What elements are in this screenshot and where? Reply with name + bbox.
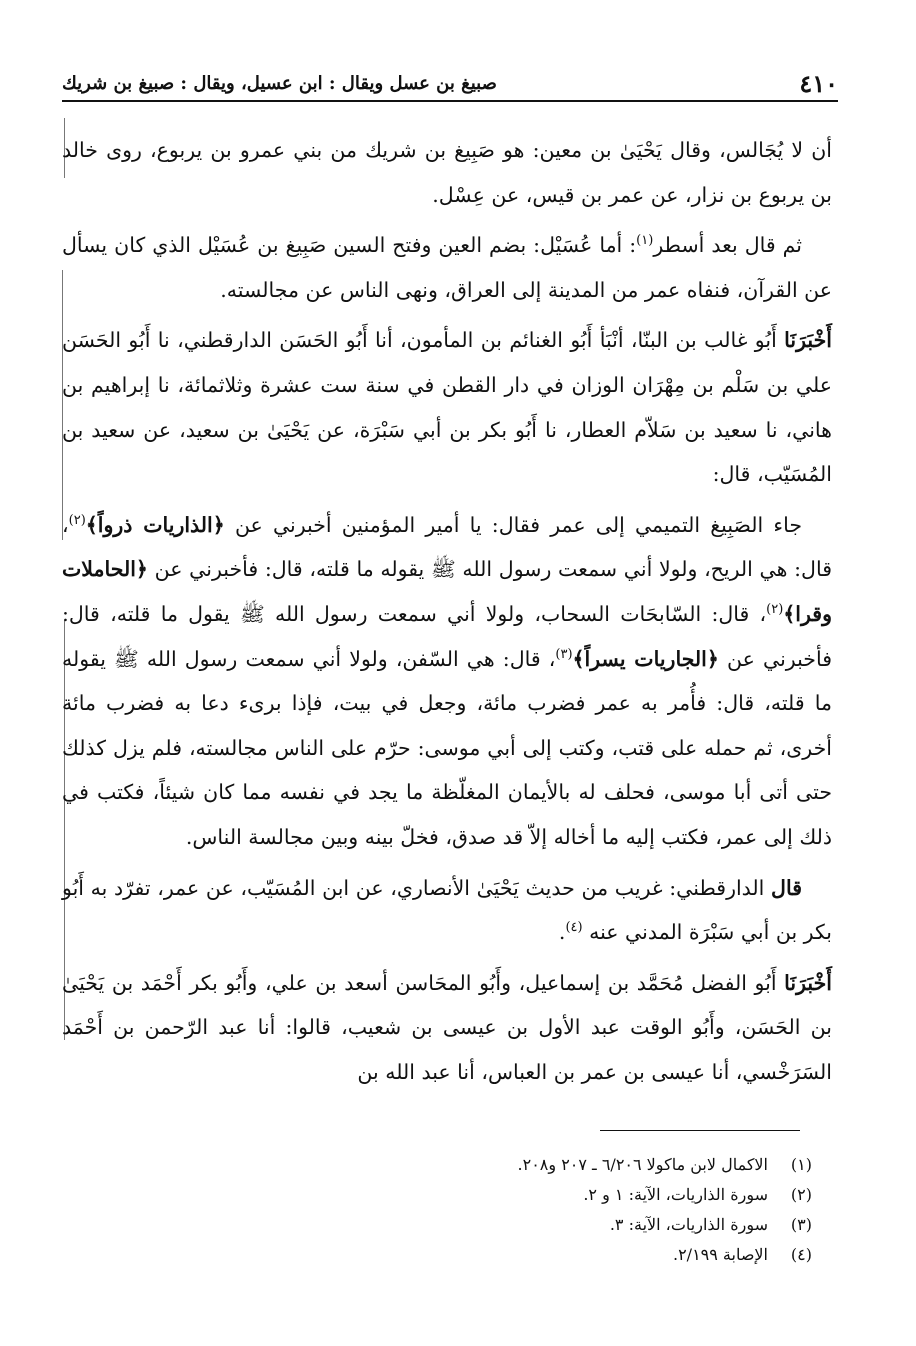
paragraph-text: ، قال: هي الريح، ولولا أني سمعت رسول الله ﷺ يقوله ما قلته، قال: فأخبرني عن bbox=[62, 512, 832, 582]
page-header bbox=[62, 58, 838, 100]
footnote-text: سورة الذاريات، الآية: ٣. bbox=[609, 1215, 768, 1234]
paragraph-text: . bbox=[558, 920, 566, 945]
paragraph-text: : أما عُسَيْل: بضم العين وفتح السين صَبِيغ بن عُسَيْل الذي كان يسأل عن القرآن، فنفاه عمر من المدينة إلى العراق، ونهى الناس عن مجالسته. bbox=[62, 233, 832, 302]
footnotes bbox=[62, 1150, 812, 1270]
paragraph-6 bbox=[62, 961, 832, 1095]
footnote-number: (٢) bbox=[790, 1185, 812, 1204]
quran-verse: ﴿الجاريات يسراً﴾ bbox=[572, 646, 719, 671]
paragraph-3 bbox=[62, 318, 832, 496]
paragraph-5 bbox=[62, 866, 832, 955]
footnote-ref: (٤) bbox=[565, 920, 583, 936]
footnote-item bbox=[62, 1210, 812, 1240]
footnote-item bbox=[62, 1150, 812, 1180]
footnote-text: الإصابة ٢/١٩٩. bbox=[672, 1245, 768, 1264]
paragraph-text: ثم قال بعد أسطر bbox=[653, 233, 802, 258]
paragraph-text: أَبُو غالب بن البنّا، أنْبَأ أَبُو الغنائم بن المأمون، أنا أَبُو الحَسَن الدارقطني، نا أَبُو الحَسَن علي بن سَلْم بن مِهْرَان الوزان في دار القطن في سنة ست عشرة وثلاثمائة، نا إبراهيم بن هاني، نا سعيد بن سَلاّم العطار، نا أَبُو بكر بن أبي سَبْرَة، عن يَحْيَىٰ بن سعيد، عن سعيد بن المُسَيّب، قال: bbox=[62, 328, 832, 487]
footnote-ref: (١) bbox=[636, 233, 654, 249]
footnote-ref: (٢) bbox=[766, 602, 784, 618]
footnote-number: (٤) bbox=[790, 1245, 812, 1264]
footnote-text: سورة الذاريات، الآية: ١ و ٢. bbox=[583, 1185, 768, 1204]
lead-word: أَخْبَرَنَا bbox=[784, 328, 832, 353]
footnote-ref: (٢) bbox=[68, 512, 86, 528]
footnote-text: الاكمال لابن ماكولا ٦/٢٠٦ ـ ٢٠٧ و٢٠٨. bbox=[517, 1155, 768, 1174]
paragraph-text: أَبُو الفضل مُحَمَّد بن إسماعيل، وأَبُو المحَاسن أسعد بن علي، وأَبُو بكر أَحْمَد بن يَحْيَىٰ بن الحَسَن، وأَبُو الوقت عبد الأول بن عيسى بن شعيب، قالوا: أنا عبد الرّحمن بن أَحْمَد السَرَخْسي، أنا عيسى بن عمر بن العباس، أنا عبد الله بن bbox=[62, 970, 832, 1084]
paragraph-2 bbox=[62, 223, 832, 312]
running-title: صبيغ بن عسل ويقال : ابن عسيل، ويقال : صبيغ بن شريك bbox=[62, 73, 497, 94]
quran-verse: ﴿الذاريات ذرواً﴾ bbox=[85, 512, 225, 537]
footnote-number: (٣) bbox=[790, 1215, 812, 1234]
lead-word: قال bbox=[771, 875, 802, 900]
footnote-ref: (٣) bbox=[555, 646, 573, 662]
paragraph-1 bbox=[62, 128, 832, 217]
footnote-item bbox=[62, 1180, 812, 1210]
header-rule bbox=[62, 100, 838, 102]
quran-verse: ﴿الحاملات وقرا﴾ bbox=[62, 557, 832, 626]
footnote-item bbox=[62, 1240, 812, 1270]
paragraph-text: ، قال: السّابحَات السحاب، ولولا أني سمعت رسول الله ﷺ يقول ما قلته، قال: فأخبرني عن bbox=[62, 601, 832, 671]
paragraph-4 bbox=[62, 503, 832, 860]
footnote-rule bbox=[600, 1130, 800, 1131]
page-number: ٤١٠ bbox=[799, 69, 838, 98]
footnote-number: (١) bbox=[790, 1155, 812, 1174]
lead-word: أَخْبَرَنَا bbox=[784, 970, 832, 995]
paragraph-text: جاء الصَبِيغ التميمي إلى عمر فقال: يا أمير المؤمنين أخبرني عن bbox=[224, 512, 802, 537]
main-text bbox=[62, 128, 832, 1100]
paragraph-text: ، قال: هي السّفن، ولولا أني سمعت رسول الله ﷺ يقوله ما قلته، قال: فأُمر به عمر فضرب مائة، وجعل في بيت، فإذا برىء دعا به فضرب مائة أخرى، ثم حمله على قتب، وكتب إلى أبي موسى: حرّم على الناس مجالسته، فلم يزل كذلك حتى أتى أبا موسى، فحلف له بالأيمان المغلّظة ما يجد في نفسه مما كان شيئاً، فكتب في ذلك إلى عمر، فكتب إليه ما أخاله إلاّ قد صدق، فخلّ بينه وبين مجالسة الناس. bbox=[62, 646, 832, 849]
paragraph-text: أن لا يُجَالس، وقال يَحْيَىٰ بن معين: هو صَبِيغ بن شريك من بني عمرو بن يربوع، روى خالد بن يربوع بن نزار، عن عمر بن قيس، عن عِسْل. bbox=[62, 138, 832, 207]
paragraph-text: الدارقطني: غريب من حديث يَحْيَىٰ الأنصاري، عن ابن المُسَيّب، عن عمر، تفرّد به أَبُو بكر بن أبي سَبْرَة المدني عنه bbox=[62, 875, 832, 945]
